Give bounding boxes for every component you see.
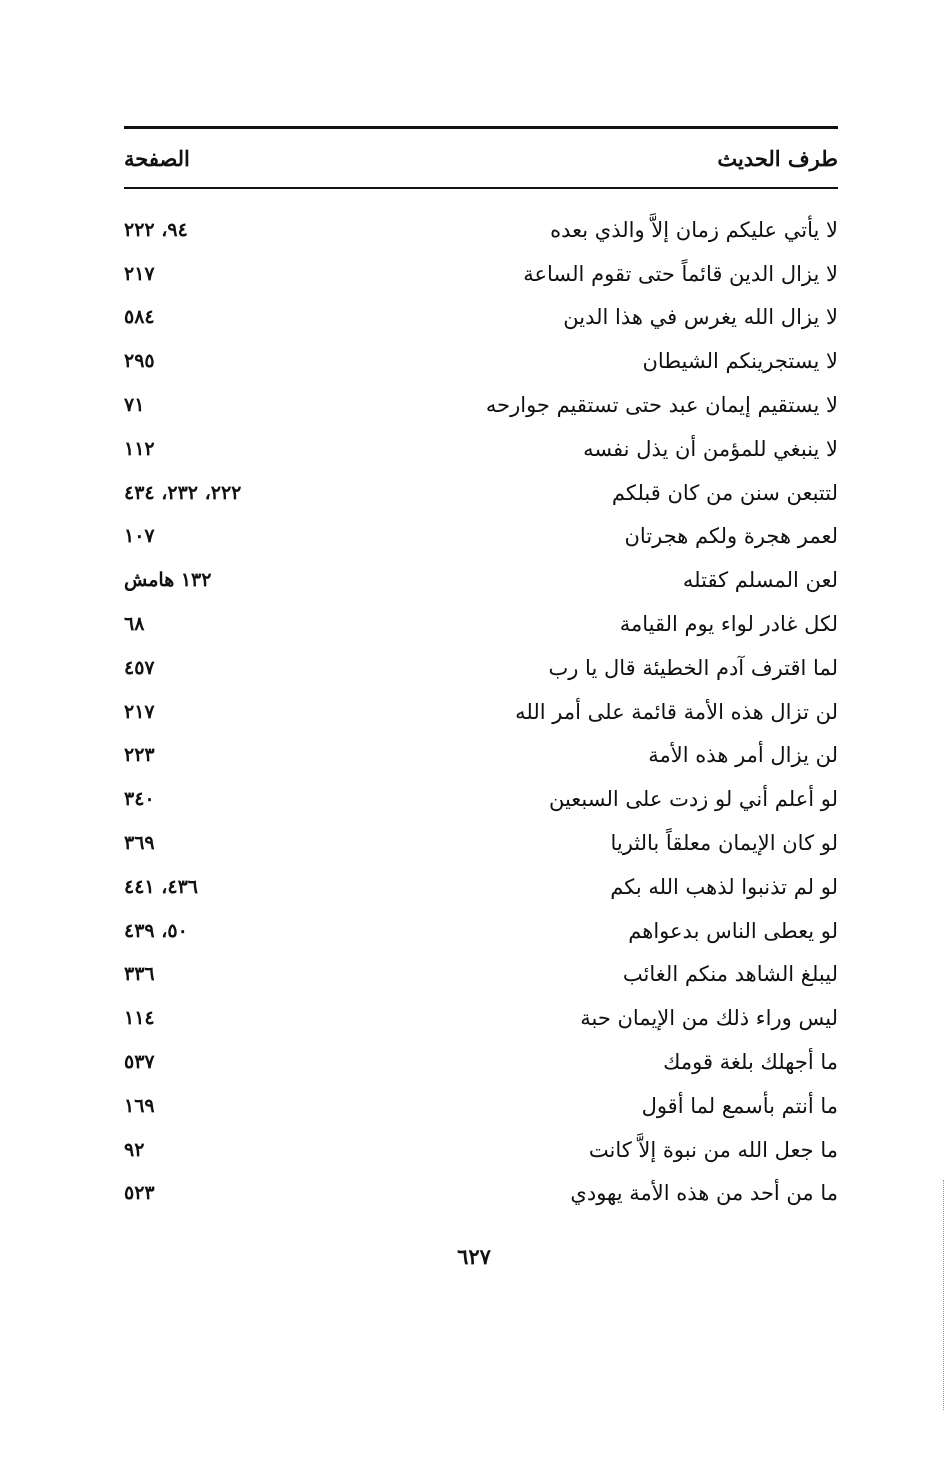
hadith-text: لا ينبغي للمؤمن أن يذل نفسه [583, 436, 838, 461]
page-references: ١٦٩ [124, 1094, 155, 1117]
page-column-heading: الصفحة [124, 145, 190, 171]
index-row [124, 558, 838, 602]
hadith-text: لو لم تذنبوا لذهب الله بكم [610, 874, 838, 899]
index-row [124, 602, 838, 646]
hadith-text: لو كان الإيمان معلقاً بالثريا [610, 831, 838, 856]
index-row [124, 1128, 838, 1172]
index-row [124, 734, 838, 778]
hadith-text: لتتبعن سنن من كان قبلكم [611, 480, 838, 505]
page-references: ٥٨٤ [124, 306, 155, 329]
page-references: ٢٢٢، ٢٣٢، ٤٣٤ [124, 481, 242, 504]
page-references: ٢٩٥ [124, 350, 155, 373]
page-references: ٢٢٣ [124, 744, 155, 767]
page-references: ٤٥٧ [124, 656, 155, 679]
page-references: ١١٢ [124, 437, 155, 460]
index-row [124, 383, 838, 427]
index-row [124, 296, 838, 340]
index-row [124, 427, 838, 471]
hadith-text: ليس وراء ذلك من الإيمان حبة [580, 1006, 838, 1031]
index-row [124, 1172, 838, 1216]
index-row [124, 1084, 838, 1128]
index-row [124, 646, 838, 690]
index-row [124, 953, 838, 997]
hadith-text: ما من أحد من هذه الأمة يهودي [570, 1181, 838, 1206]
index-row [124, 865, 838, 909]
index-row [124, 996, 838, 1040]
index-row [124, 208, 838, 252]
hadith-text: لعمر هجرة ولكم هجرتان [624, 524, 838, 549]
page-references: ١٠٧ [124, 525, 155, 548]
page-references: ٤٣٦، ٤٤١ [124, 875, 198, 898]
index-row [124, 821, 838, 865]
hadith-text: ما جعل الله من نبوة إلاَّ كانت [588, 1137, 838, 1162]
page-references: ٥٣٧ [124, 1051, 155, 1074]
index-rows [124, 208, 838, 1215]
page-references: ٢١٧ [124, 262, 155, 285]
hadith-column-heading: طرف الحديث [717, 145, 838, 171]
page-references: ٥٠، ٤٣٩ [124, 919, 188, 942]
hadith-text: لكل غادر لواء يوم القيامة [619, 612, 838, 637]
hadith-text: لا يستقيم إيمان عبد حتى تستقيم جوارحه [485, 393, 838, 418]
index-row [124, 777, 838, 821]
page-references: ١١٤ [124, 1007, 155, 1030]
hadith-text: لن يزال أمر هذه الأمة [648, 743, 838, 768]
index-row [124, 339, 838, 383]
hadith-text: لا يأتي عليكم زمان إلاَّ والذي بعده [550, 217, 838, 242]
header-top-rule [124, 126, 838, 129]
page-references: ٩٤، ٢٢٢ [124, 218, 188, 241]
index-row [124, 1040, 838, 1084]
page-references: ٧١ [124, 394, 145, 417]
hadith-text: لا يزال الله يغرس في هذا الدين [563, 305, 838, 330]
page-references: ٥٢٣ [124, 1182, 155, 1205]
index-row [124, 471, 838, 515]
header-bottom-rule [124, 187, 838, 189]
page-references: ٣٦٩ [124, 832, 155, 855]
index-row [124, 515, 838, 559]
index-row [124, 252, 838, 296]
table-header [124, 138, 838, 178]
page-references: ٩٢ [124, 1138, 145, 1161]
page-references: ٣٣٦ [124, 963, 155, 986]
hadith-text: لو يعطى الناس بدعواهم [628, 918, 838, 943]
page-number: ٦٢٧ [457, 1244, 491, 1269]
page-references: ٣٤٠ [124, 788, 155, 811]
page-references: ٦٨ [124, 613, 145, 636]
index-row [124, 690, 838, 734]
hadith-text: لما اقترف آدم الخطيئة قال يا رب [548, 655, 838, 680]
hadith-text: لن تزال هذه الأمة قائمة على أمر الله [515, 699, 838, 724]
hadith-text: لا يزال الدين قائماً حتى تقوم الساعة [523, 261, 838, 286]
hadith-text: لو أعلم أني لو زدت على السبعين [548, 787, 838, 812]
hadith-text: ليبلغ الشاهد منكم الغائب [622, 962, 838, 987]
page-references: ١٣٢ هامش [124, 569, 212, 592]
hadith-text: ما أنتم بأسمع لما أقول [641, 1093, 838, 1118]
hadith-text: لعن المسلم كقتله [682, 568, 838, 593]
scan-edge-mark [943, 1180, 945, 1410]
hadith-text: لا يستجرينكم الشيطان [642, 349, 838, 374]
hadith-text: ما أجهلك بلغة قومك [663, 1050, 838, 1075]
index-row [124, 909, 838, 953]
page-references: ٢١٧ [124, 700, 155, 723]
